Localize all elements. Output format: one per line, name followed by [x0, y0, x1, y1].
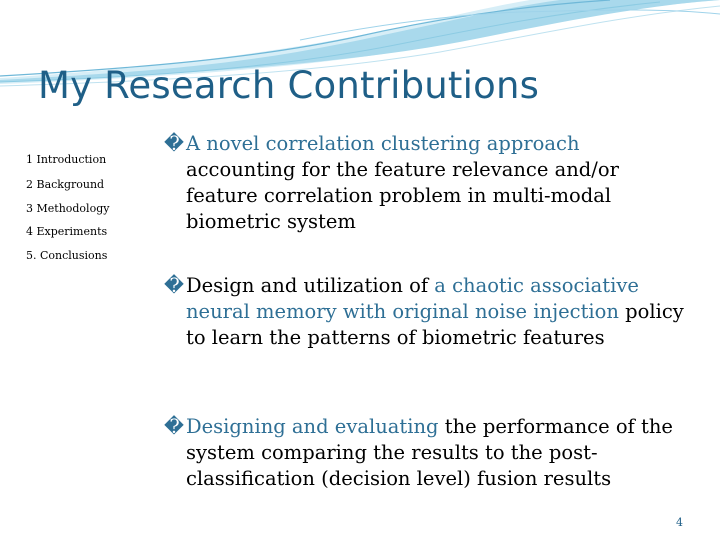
bullet-rest: accounting for the feature relevance and/or feature correlation problem in multi-modal biometric system — [186, 158, 619, 233]
bullet-marker: � — [164, 415, 184, 438]
bullet-highlight: Designing and evaluating — [186, 415, 439, 438]
bullet-rest: the performance of the system comparing the results to the post-classification (decision level) fusion results — [186, 415, 673, 490]
bullet-marker: � — [164, 274, 184, 297]
bullet-text — [186, 414, 684, 492]
bullet-rest: policy to learn the patterns of biometric features — [186, 300, 684, 349]
outline-item-experiments: 4 Experiments — [26, 225, 108, 238]
bullet-chaotic-memory — [164, 273, 684, 351]
slide-title: My Research Contributions — [38, 64, 540, 107]
outline-item-conclusions: 5. Conclusions — [26, 249, 108, 262]
bullet-correlation-clustering — [164, 131, 684, 235]
bullet-lead: Design and utilization of — [186, 274, 435, 297]
outline-item-introduction: 1 Introduction — [26, 153, 107, 166]
bullet-evaluation — [164, 414, 684, 492]
page-number: 4 — [676, 516, 683, 529]
outline-item-methodology: 3 Methodology — [26, 202, 110, 215]
outline-item-background: 2 Background — [26, 178, 105, 191]
bullet-highlight: a chaotic associative neural memory with original noise injection — [186, 274, 639, 323]
bullet-highlight: A novel correlation clustering approach — [186, 132, 580, 155]
bullet-text — [186, 131, 684, 235]
bullet-text — [186, 273, 684, 351]
bullet-marker: � — [164, 132, 184, 155]
